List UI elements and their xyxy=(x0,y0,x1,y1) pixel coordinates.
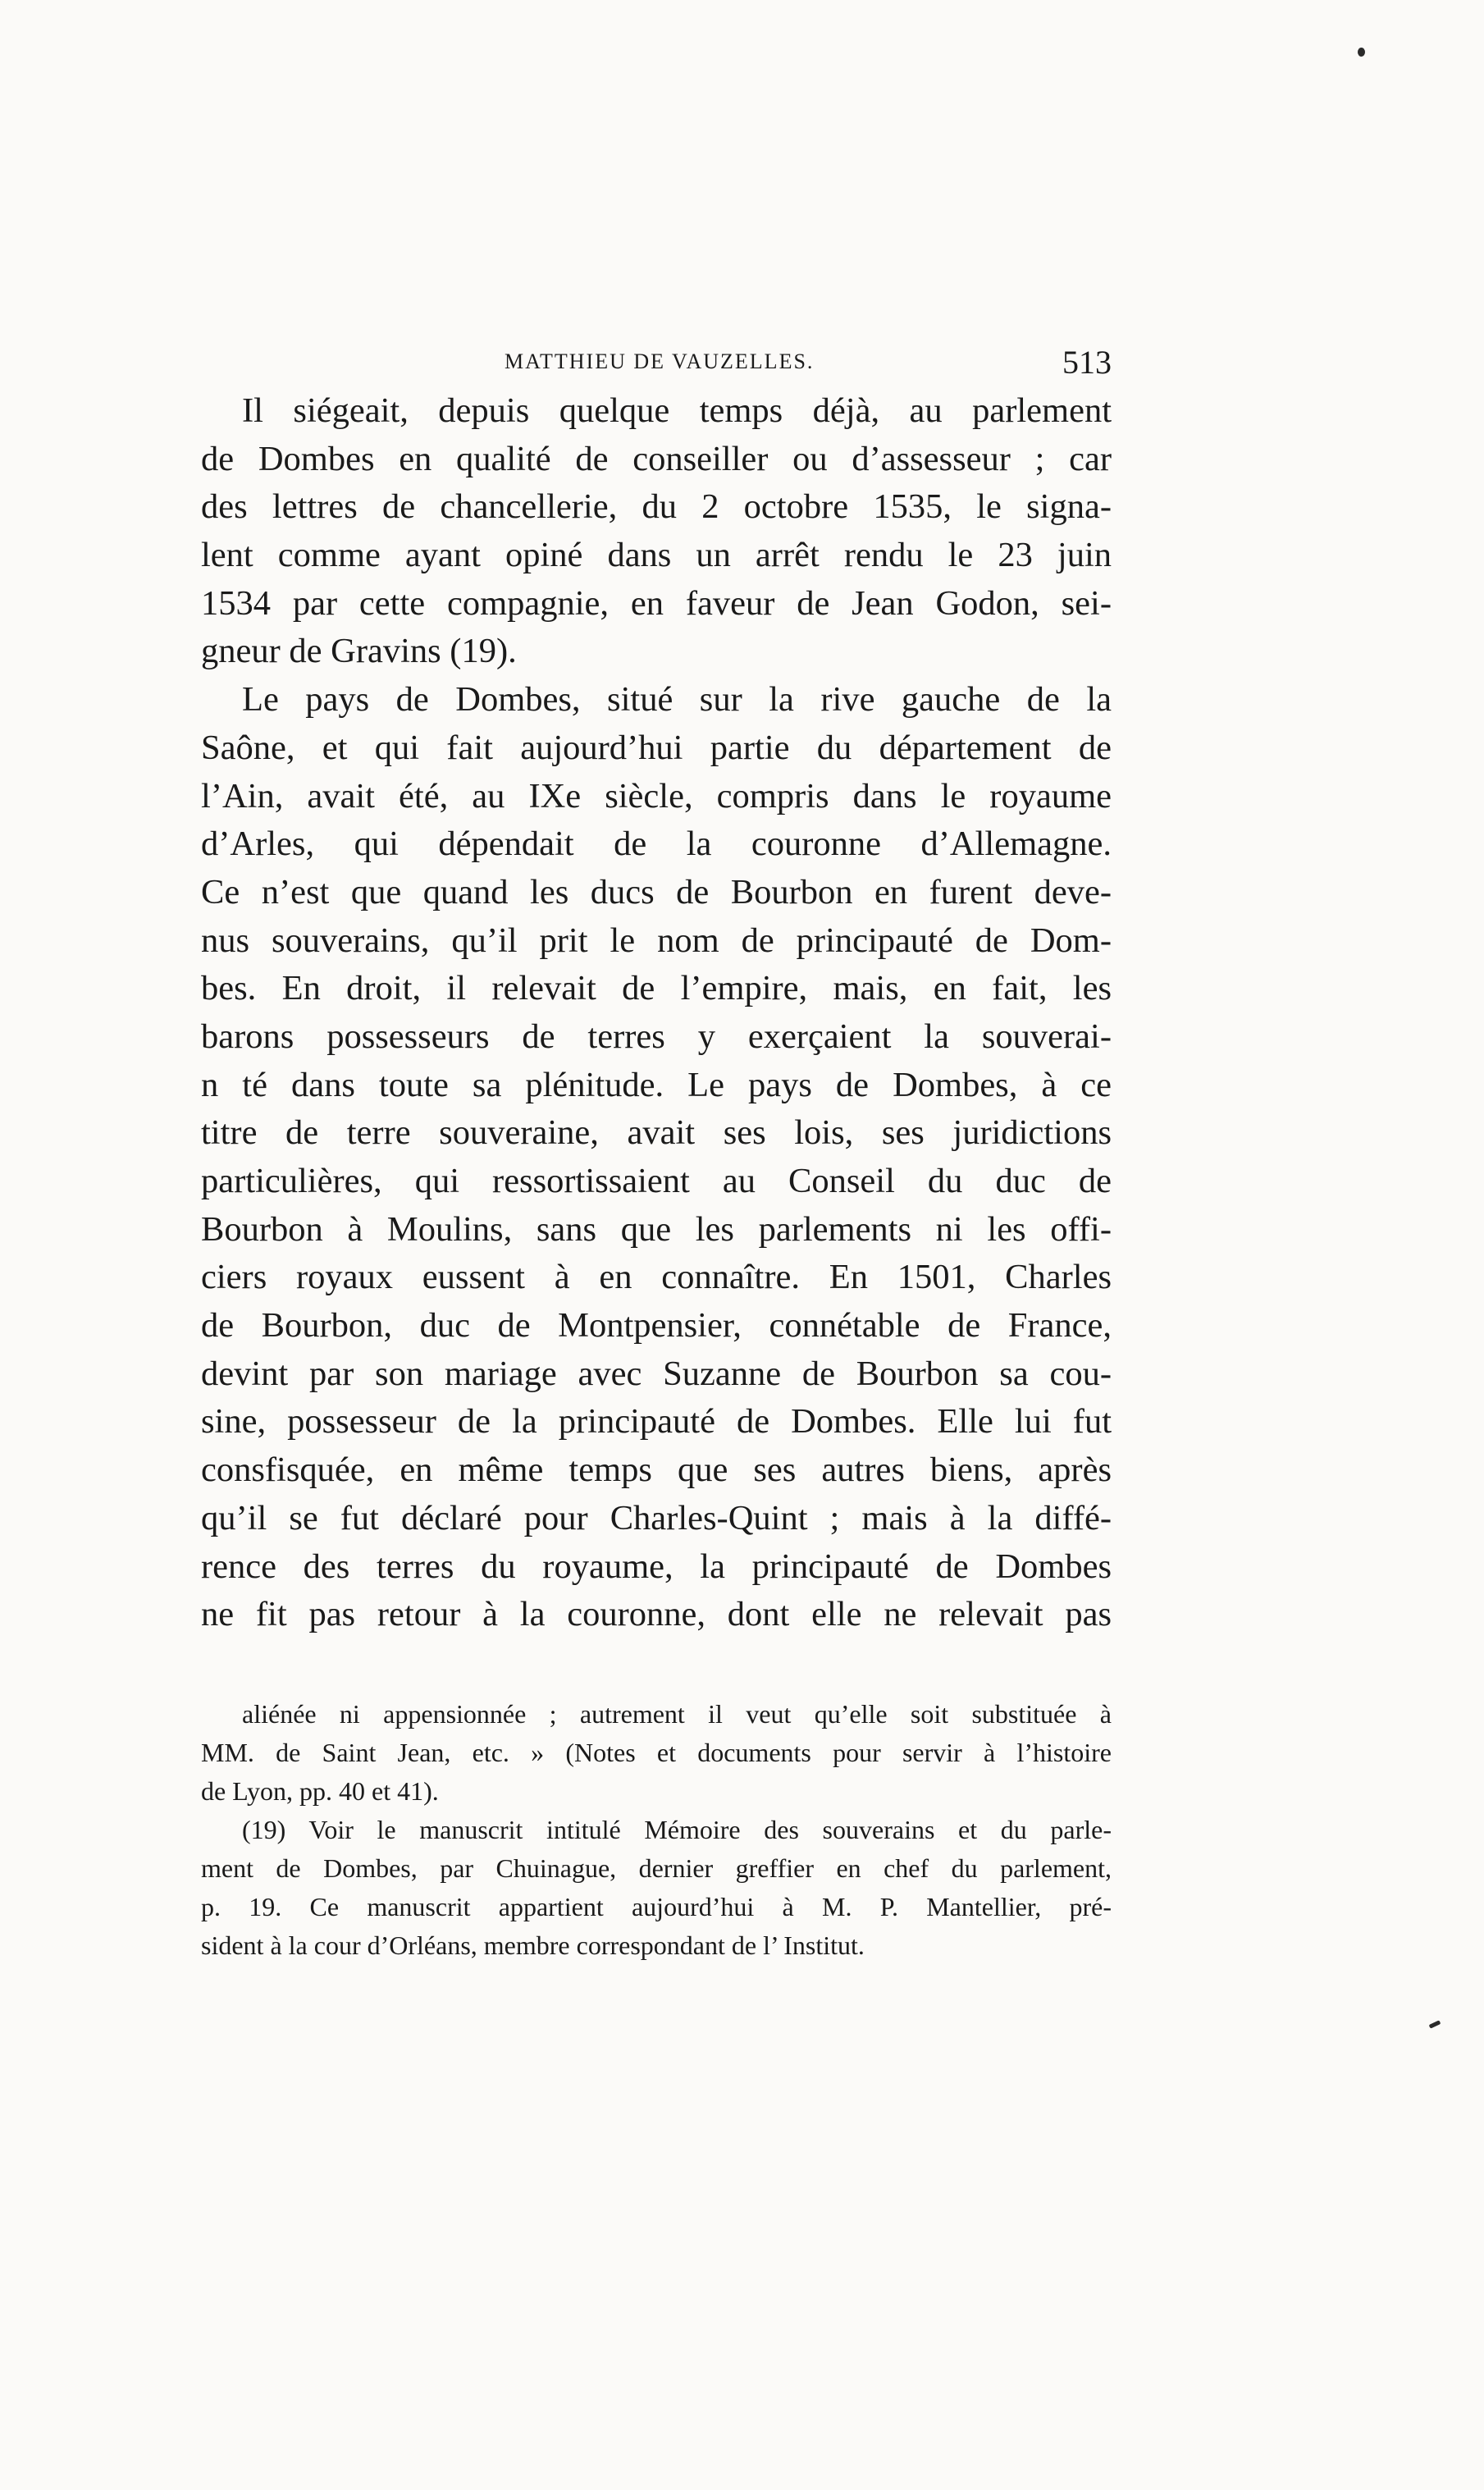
body-line: devint par son mariage avec Suzanne de Bourbon sa cou- xyxy=(201,1354,1112,1393)
page-number: 513 xyxy=(1062,344,1112,381)
body-line: l’Ain, avait été, au IXe siècle, compris dans le royaume xyxy=(201,776,1112,816)
body-line: lent comme ayant opiné dans un arrêt rendu le 23 juin xyxy=(201,536,1112,575)
footnote-continuation-line: de Lyon, pp. 40 et 41). xyxy=(201,1776,439,1806)
body-line: Ce n’est que quand les ducs de Bourbon en furent deve- xyxy=(201,872,1112,911)
body-line: consfisquée, en même temps que ses autres biens, après xyxy=(201,1451,1112,1490)
body-line: rence des terres du royaume, la principauté de Dombes xyxy=(201,1547,1112,1586)
running-head xyxy=(201,343,1112,384)
body-line: titre de terre souveraine, avait ses lois, ses juridictions xyxy=(201,1113,1112,1153)
body-line: barons possesseurs de terres y exerçaient la souverai- xyxy=(201,1017,1112,1056)
running-title: MATTHIEU DE VAUZELLES. xyxy=(505,350,815,373)
body-line: Le pays de Dombes, situé sur la rive gauche de la xyxy=(242,680,1112,720)
body-line: particulières, qui ressortissaient au Conseil du duc de xyxy=(201,1162,1112,1200)
body-line: Saône, et qui fait aujourd’hui partie du département de xyxy=(201,728,1112,767)
footnote-19-line: p. 19. Ce manuscrit appartient aujourd’hui à M. P. Mantellier, pré- xyxy=(201,1892,1112,1921)
footnotes xyxy=(201,1695,1112,1965)
ink-speck xyxy=(1429,2020,1441,2028)
body-line: Il siégeait, depuis quelque temps déjà, au parlement xyxy=(242,391,1112,430)
body-line: ne fit pas retour à la couronne, dont elle ne relevait pas xyxy=(201,1595,1112,1634)
footnote-19-line: ment de Dombes, par Chuinague, dernier greffier en chef du parlement, xyxy=(201,1853,1112,1883)
footnote-19-line: (19) Voir le manuscrit intitulé Mémoire des souverains et du parle- xyxy=(242,1815,1112,1844)
footnote-continuation-line: MM. de Saint Jean, etc. » (Notes et documents pour servir à l’histoire xyxy=(201,1738,1112,1767)
body-line: d’Arles, qui dépendait de la couronne d’Allemagne. xyxy=(201,825,1112,864)
footnote-19-line: sident à la cour d’Orléans, membre correspondant de l’ Institut. xyxy=(201,1930,865,1960)
body-line: nus souverains, qu’il prit le nom de principauté de Dom- xyxy=(201,921,1112,960)
body-line: de Dombes en qualité de conseiller ou d’assesseur ; car xyxy=(201,439,1112,478)
body-text xyxy=(201,387,1112,1639)
body-line: n té dans toute sa plénitude. Le pays de Dombes, à ce xyxy=(201,1065,1112,1104)
body-line: de Bourbon, duc de Montpensier, connétable de France, xyxy=(201,1306,1112,1346)
body-line: 1534 par cette compagnie, en faveur de Jean Godon, sei- xyxy=(201,583,1112,623)
ink-speck xyxy=(1358,48,1365,57)
body-line: sine, possesseur de la principauté de Dombes. Elle lui fut xyxy=(201,1402,1112,1441)
body-line: qu’il se fut déclaré pour Charles-Quint ; mais à la diffé- xyxy=(201,1498,1112,1537)
body-line: ciers royaux eussent à en connaître. En 1501, Charles xyxy=(201,1258,1112,1297)
body-line: Bourbon à Moulins, sans que les parlements ni les offi- xyxy=(201,1209,1112,1249)
footnote-continuation-line: aliénée ni appensionnée ; autrement il veut qu’elle soit substituée à xyxy=(242,1699,1112,1729)
body-line: bes. En droit, il relevait de l’empire, mais, en fait, les xyxy=(201,969,1112,1008)
body-line: gneur de Gravins (19). xyxy=(201,632,517,671)
body-line: des lettres de chancellerie, du 2 octobre 1535, le signa- xyxy=(201,487,1112,527)
